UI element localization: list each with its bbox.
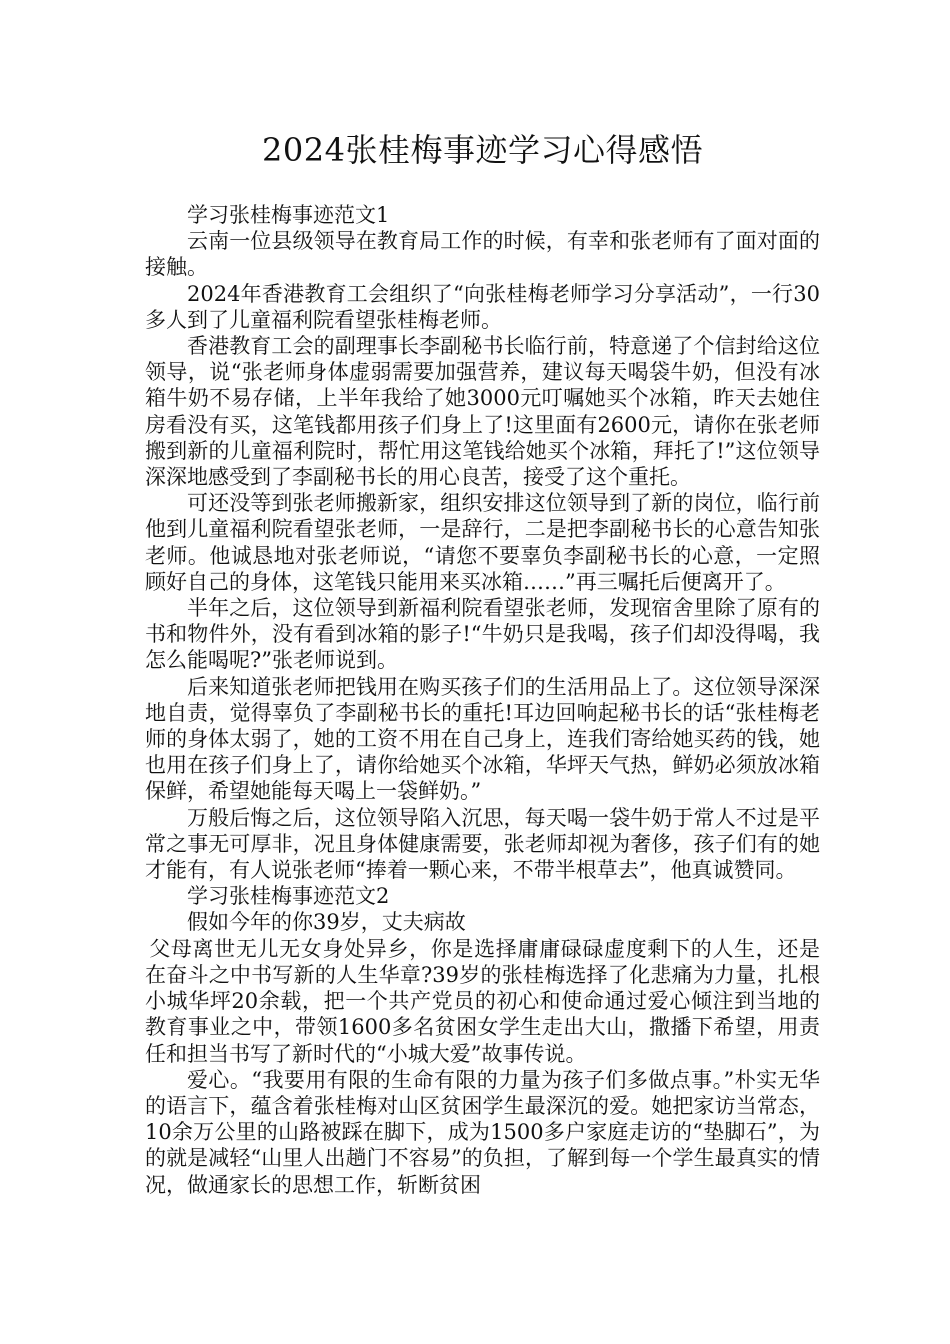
paragraph: 2024年香港教育工会组织了“向张桂梅老师学习分享活动”，一行30多人到了儿童福利院看望张桂梅老师。	[145, 281, 820, 332]
document-page	[145, 128, 820, 1198]
paragraph: 云南一位县级领导在教育局工作的时候，有幸和张老师有了面对面的接触。	[145, 229, 820, 280]
paragraph: 半年之后，这位领导到新福利院看望张老师，发现宿舍里除了原有的书和物件外，没有看到冰箱的影子!“牛奶只是我喝，孩子们却没得喝，我怎么能喝呢?”张老师说到。	[145, 596, 820, 673]
paragraph: 可还没等到张老师搬新家，组织安排这位领导到了新的岗位，临行前他到儿童福利院看望张老师，一是辞行，二是把李副秘书长的心意告知张老师。他诚恳地对张老师说，“请您不要辜负李副秘书长的心意，一定照顾好自己的身体，这笔钱只能用来买冰箱……”再三嘱托后便离开了。	[145, 491, 820, 594]
paragraph: 学习张桂梅事迹范文2	[187, 884, 390, 909]
paragraph: 香港教育工会的副理事长李副秘书长临行前，特意递了个信封给这位领导，说“张老师身体虚弱需要加强营养，建议每天喝袋牛奶，但没有冰箱牛奶不易存储，上半年我给了她3000元叮嘱她买个冰箱，昨天去她住房看没有买，这笔钱都用孩子们身上了!这里面有2600元，请你在张老师搬到新的儿童福利院时，帮忙用这笔钱给她买个冰箱，拜托了!”这位领导深深地感受到了李副秘书长的用心良苦，接受了这个重托。	[145, 334, 820, 490]
paragraph: 万般后悔之后，这位领导陷入沉思，每天喝一袋牛奶于常人不过是平常之事无可厚非，况且身体健康需要，张老师却视为奢侈，孩子们有的她才能有，有人说张老师“捧着一颗心来，不带半根草去”，他真诚赞同。	[145, 805, 820, 883]
paragraph: 爱心。“我要用有限的生命有限的力量为孩子们多做点事。”朴实无华的语言下，蕴含着张桂梅对山区贫困学生最深沉的爱。她把家访当常态，10余万公里的山路被踩在脚下，成为1500多户家庭走访的“垫脚石”，为的就是减轻“山里人出趟门不容易”的负担，了解到每一个学生最真实的情况，做通家长的思想工作，斩断贫困	[145, 1067, 820, 1197]
document-title: 2024张桂梅事迹学习心得感悟	[262, 131, 703, 169]
paragraph: 父母离世无儿无女身处异乡，你是选择庸庸碌碌虚度剩下的人生，还是在奋斗之中书写新的人生华章?39岁的张桂梅选择了化悲痛为力量，扎根小城华坪20余载，把一个共产党员的初心和使命通过爱心倾注到当地的教育事业之中，带领1600多名贫困女学生走出大山，撒播下希望，用责任和担当书写了新时代的“小城大爱”故事传说。	[145, 936, 820, 1066]
paragraph: 后来知道张老师把钱用在购买孩子们的生活用品上了。这位领导深深地自责，觉得辜负了李副秘书长的重托!耳边回响起秘书长的话“张桂梅老师的身体太弱了，她的工资不用在自己身上，连我们寄给她买药的钱，她也用在孩子们身上了，请你给她买个冰箱，华坪天气热，鲜奶必须放冰箱保鲜，希望她能每天喝上一袋鲜奶。”	[145, 674, 820, 804]
paragraph: 学习张桂梅事迹范文1	[187, 203, 390, 227]
paragraph: 假如今年的你39岁，丈夫病故	[187, 910, 466, 935]
document-body	[145, 202, 820, 1198]
